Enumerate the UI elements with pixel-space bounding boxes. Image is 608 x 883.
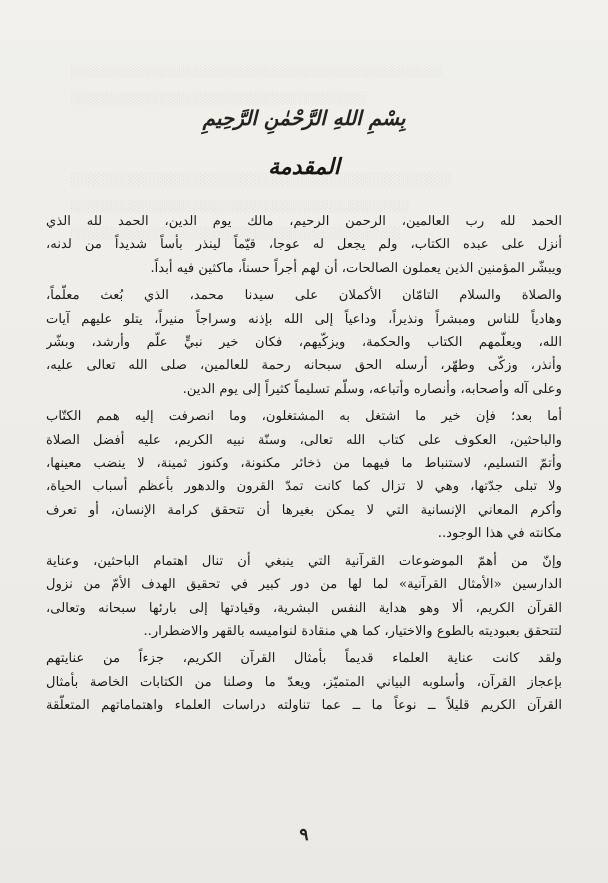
text-line: بإعجاز القرآن، وأسلوبه البياني المتميّز، ويعدّ ما وصلنا من الكتابات الخاصة بأمثال — [46, 674, 562, 690]
section-heading: المقدمة — [268, 154, 340, 180]
text-line: ويبشّر المؤمنين الذين يعملون الصالحات، أن لهم أجراً حسناً، ماكثين فيه أبداً. — [150, 260, 562, 276]
text-line: أما بعد؛ فإن خير ما اشتغل به المشتغلون، وما انصرفت إليه همم الكتّاب — [46, 409, 562, 425]
text-line: مكانته في هذا الوجود.. — [437, 526, 562, 542]
paragraph-4 — [46, 550, 562, 644]
text-line: الحمد لله رب العالمين، الرحمن الرحيم، مالك يوم الدين، الحمد لله الذي — [46, 214, 562, 229]
text-line: وأتمّ التسليم، لاستنباط ما فيهما من ذخائر مكنونة، وكنوز ثمينة، لا ينضب معينها، — [46, 456, 562, 472]
text-line: ولا تبلى جدّتها، وهي لا تزال كما كانت تمدّ القرون والدهور بأعظم أسباب الحياة، — [46, 479, 562, 495]
text-line: والباحثين، العكوف على كتاب الله تعالى، وسنّة نبيه الكريم، عليه أفضل الصلاة — [46, 432, 562, 448]
text-line: القرآن الكريم قليلاً ــ نوعاً ما ــ عما تناولته دراسات العلماء واهتماماتهم المتعلّقة — [46, 698, 562, 714]
paragraph-3 — [46, 405, 562, 545]
text-line: وعلى آله وأصحابه، وأنصاره وأتباعه، وسلّم تسليماً كثيراً إلى يوم الدين. — [182, 381, 562, 397]
text-line: لتتحقق بعبوديته بالطوع والاختيار، كما هي منقادة لنواميسه بالقهر والاضطرار.. — [143, 623, 562, 639]
page-number: ٩ — [299, 825, 309, 845]
text-line: وأكرم المعاني الإنسانية التي لا يمكن بغيرها أن تتحقق كرامة الإنسان، أو تعرف — [46, 502, 562, 518]
basmala-calligraphy: بِسْمِ اللهِ الرَّحْمٰنِ الرَّحِيمِ — [202, 106, 406, 130]
text-line: وإنّ من أهمّ الموضوعات القرآنية التي ينبغي أن تنال اهتمام الباحثين، وعناية — [46, 553, 562, 569]
text-line: الدارسين «الأمثال القرآنية» لما لها من دور كبير في تحقيق الهدف الأمّ من نزول — [46, 577, 562, 593]
text-line: أنزل على عبده الكتاب، ولم يجعل له عوجا، قيّماً لينذر بأساً شديداً من لدنه، — [46, 237, 562, 253]
text-line: ولقد كانت عناية العلماء قديماً بأمثال القرآن الكريم، جزءاً من عنايتهم — [46, 651, 562, 667]
text-line: والصلاة والسلام التامّان الأكملان على سيدنا محمد، الذي بُعث معلّماً، — [46, 288, 562, 304]
paragraph-1 — [46, 210, 562, 280]
paragraph-5 — [46, 647, 562, 717]
body-text — [46, 210, 562, 718]
paragraph-2 — [46, 284, 562, 401]
text-line: وأنذر، وزكّى وطهّر، أرسله الحق سبحانه رحمة للعالمين، صلى الله تعالى عليه، — [46, 358, 562, 374]
bleed-through-text: ░░░░░░░░░░░░░░░░░░░░░░░░░░░░░░░░░░░░░░░░░░░░ ░░░░░░░░░░░░░░░░░░░░░░░░░░░░░░░░░░░ ░░░░░░░░░░░░░░░░░░░░░░░░░░░░░░░░░░░░░░░░░░░░░ ░░░░░░░░░░░░░░░░░░░░░░░░░░░░░░░░░░░░░░░░ ░░░░░░░░░░░░░░░░░░░░░░░░░░░░░░░░░░░░░░░ — [70, 65, 451, 240]
text-line: الله، ويعلّمهم الكتاب والحكمة، ويزكّيهم، فكان خير نبيٍّ علّم وأرشد، وبشّر — [46, 335, 562, 351]
text-line: القرآن الكريم، ألا وهو هداية النفس البشرية، وقيادتها إلى بارئها سبحانه وتعالى، — [46, 600, 562, 616]
text-line: وهادياً للناس ومبشراً ونذيراً، وداعياً إلى الله بإذنه وسراجاً منيراً، يتلو عليهم آيات — [46, 311, 562, 327]
